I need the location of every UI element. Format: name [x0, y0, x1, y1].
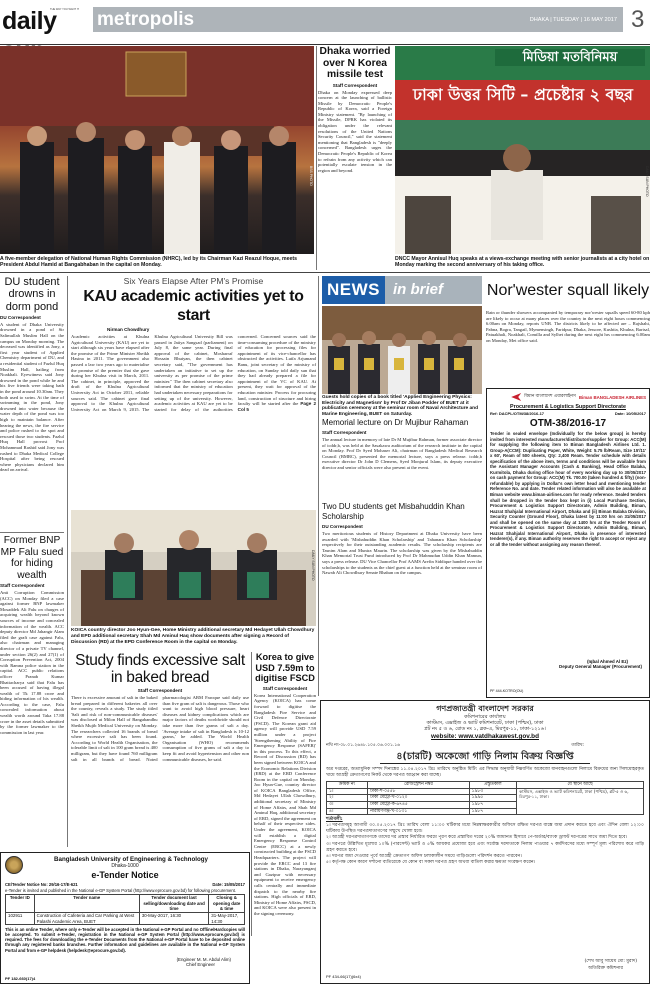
- auction-location: কাস্টমস, এক্সাইজ ও ভ্যাট কমিশনারেট, ঢাকা (পশ্চিম), প্লট-৫ ও ৬, মিরপুর-১১, ঢাকা।: [517, 788, 644, 814]
- story-kau: [71, 276, 316, 508]
- buet-th: Tender ID: [6, 895, 35, 913]
- buet-table: [5, 894, 245, 925]
- memorial-headline: Memorial lecture on Dr Mujibur Rahaman: [322, 418, 469, 427]
- dateline: DHAKA | TUESDAY | 16 MAY 2017: [529, 17, 617, 23]
- story-kau-byline: Nirman Chowdhury: [107, 327, 150, 332]
- koica-photo-credit: DAILY SUN PHOTO: [311, 550, 315, 581]
- koica-photo-scene: [71, 510, 316, 626]
- logo-text: daily: [2, 7, 57, 35]
- auction-term: ৪। দরপত্র জমা দেওয়ার পূর্বে আগ্রহী ক্রেতাগণ অফিস চলাকালীন সময়ে গাড়িগুলো পরিদর্শন করতে পারবেন।: [326, 853, 522, 859]
- tender-buet: [0, 852, 250, 984]
- auction-address2: প্লট নং ৫ ও ৬, রোড নং ১, ব্লক-এ, মিরপুর-১১, ঢাকা-১২১৬।: [424, 726, 546, 733]
- story-falu-headline: Former BNP MP Falu sued for hiding wealth: [0, 535, 64, 581]
- buet-table-header: [6, 895, 245, 913]
- auction-td: ঢাকা মেট্রো-ক-৬৭৪৫: [368, 801, 469, 808]
- auction-office: কমিশনারের কার্যালয়: [464, 714, 506, 720]
- biman-otm: OTM-38/2016-17: [529, 418, 607, 429]
- auction-td: ১।: [327, 788, 368, 795]
- story-korea: [318, 46, 392, 270]
- buet-city: Dhaka-1000: [111, 863, 139, 869]
- story-du: [0, 276, 64, 530]
- buet-signatory: (Engineer M. M. Abdul Alim): [176, 956, 231, 962]
- story-falu: [0, 535, 64, 847]
- auction-memo: নথি নং-০৮.০১.২৬৪৮.১০৫.০৬.০০১.১৬: [326, 743, 400, 749]
- memorial-body: The annual lecture in memory of late Dr M Mujibur Rahman, former associate director of icddr,b, was held at the Sasakawa auditorium of the research institute in the capital on Monday. Prof Dr Syed Mohaser Ali, chairman of Bangladesh Medical Research Council (BMRC), presented the memorial lecture, says a press release. icddr,b executive director Dr John D Clemens, Syed Monjurul Islam, its deputy executive director and senior officials were also present at the event.: [322, 437, 482, 470]
- story-grant-byline: Staff Correspondent: [262, 685, 308, 691]
- story-kau-jump: Page 2 Col 5: [237, 401, 316, 412]
- auction-pid: PF 434-66(17)(6x4): [326, 974, 361, 979]
- buet-logo-icon: [5, 856, 23, 874]
- col-divider: [318, 276, 319, 696]
- section-bar: [93, 7, 623, 32]
- auction-th: রেজিস্ট্রেশন নম্বর: [368, 782, 469, 789]
- news-in-brief-header: [322, 276, 482, 304]
- biman-ref: Ref: DACPL/OTM/38/2016-17: [490, 411, 545, 416]
- masthead-logo: [2, 6, 92, 36]
- koica-photo-caption: KOICA country director Joo Hyun-Gee, Home Ministry additional secretary Md Hedayet Ullah Chowdhury and EPD additional secretary Shah Md Aminul Haq show documents after signing a Record of Discussion (RD) at the EPD Conference Room in the capital on Monday.: [71, 628, 315, 645]
- row-divider-1: [0, 272, 650, 273]
- story-kau-kicker: Six Years Elapse After PM's Promise: [123, 276, 264, 286]
- auction-term: ৫। কর্তৃপক্ষ কোন কারণ দর্শানো ব্যতিরেকে যে কোন বা সকল দরপত্র গ্রহণ অথবা বাতিল করার ক্ষমতা সংরক্ষণ করেন।: [326, 859, 536, 865]
- biman-pid: PF 444-KOTRO(OU): [490, 689, 524, 693]
- buet-signatory-title: Chief Engineer: [185, 961, 215, 967]
- dncc-photo: [395, 46, 650, 254]
- buet-th: Tender document last selling/downloading date and time: [139, 895, 208, 913]
- masthead-divider: [0, 44, 650, 45]
- story-korea-byline: Staff Correspondent: [332, 82, 378, 88]
- auction-th: যে স্থানে আছে: [517, 782, 644, 789]
- buet-td: Construction of Cafeteria and Car Parking at West Palashi Academic Area, BUET: [34, 912, 139, 924]
- auction-term: ১। দরপত্রসমূহ আগামী ৩০.০৫.২০১৭ খ্রিঃ তারিখ বেলা ১১:০০ ঘটিকার মধ্যে নিম্নস্বাক্ষরকারীর অফিসে রক্ষিত দরপত্র বাক্সে জমা প্রদান করতে হবে এবং ঐদিন বেলা ১২:০০ ঘটিকায় উপস্থিত দরপত্রদাতাগণের সম্মুখে খোলা হবে।: [326, 823, 644, 835]
- masthead: [0, 0, 650, 44]
- auction-td: ২।: [327, 795, 368, 802]
- biman-signatory: (Iqbal Ahmed Al Ez): [587, 659, 628, 664]
- table-row: [6, 912, 245, 924]
- buet-title: e-Tender Notice: [91, 870, 159, 880]
- auction-intro: অত্র দপ্তরের, অত্যাধুনিক সম্পদ দিনাঙ্কের ১১.০৪.২০১৭ খ্রিঃ তারিখে অনুষ্ঠিত মিটিং এর সিদ্ধান্ত অনুযায়ী নিম্নবর্ণিত অকেজো যানবাহনগুলো নিলামে বিক্রয়ের জন্য সিলমোহরকৃত খামে আগ্রহী ক্রেতাগণের নিকট থেকে দরপত্র আহ্বান করা যাচ্ছে।: [326, 767, 644, 779]
- story-falu-byline: Staff Correspondent: [0, 583, 45, 588]
- nhrc-photo-caption: A five-member delegation of National Human Rights Commission (NHRC), led by its Chairman Kazi Reazul Hoque, meets President Abdul Hamid at Bangabhaban in the capital on Monday.: [0, 256, 297, 269]
- story-grant: [254, 652, 316, 936]
- auction-terms: [326, 823, 644, 903]
- dncc-photo-caption: DNCC Mayor Annisul Huq speaks at a views-exchange meeting with senior journalists at a city hotel on Monday marking the second anniversary of his taking office.: [395, 256, 650, 269]
- logo-tagline: THE WAY YOU WANT IT: [50, 8, 80, 11]
- buet-td: 31-May-2017, 14:30: [209, 912, 245, 924]
- dncc-photo-credit: DAILY SUN PHOTO: [645, 166, 649, 197]
- biman-logo-icon: [511, 393, 521, 401]
- auction-title: ৪(চারটি) অকেজো গাড়ি নিলাম বিক্রয় বিজ্ঞপ্তি: [380, 751, 590, 764]
- story-salt: [71, 652, 249, 798]
- auction-gov: গণপ্রজাতন্ত্রী বাংলাদেশ সরকার: [436, 704, 534, 713]
- auction-term: ২। আগ্রহী দরপত্রদাতাগণকে তাদের দর প্রস্তাব নির্ধারিত ফরমে পূরণ করে প্রস্তাবিত দরের ২০% জামানত হিসাবে পে-অর্ডার/ব্যাংক ড্রাফট দরপত্রের সাথে জমা দিতে হবে।: [326, 835, 628, 841]
- auction-memo-row: [326, 743, 644, 749]
- buet-pid: PF 182-660(17)4: [5, 976, 36, 981]
- story-kau-body: [71, 334, 316, 516]
- brief-item-memorial: [322, 418, 482, 500]
- nhrc-photo: [0, 46, 314, 254]
- tender-auction: [320, 700, 650, 984]
- story-salt-byline: Staff Correspondent: [137, 688, 183, 693]
- scholarship-headline: Two DU students get Misbahuddin Khan Scholarship: [322, 502, 465, 521]
- buet-ref: CE/Tender Notice No: 29/16-17/E-621: [5, 882, 78, 887]
- buet-td: 102911: [6, 912, 35, 924]
- table-row: [327, 788, 644, 795]
- biman-body: Tender in sealed envelope (Individually for the below group) is hereby invited from interested manufacturer/distributor/supplier for Group: ACC(M) for supplying the following item to Biman Bangladesh Airlines Ltd. 1. Group-A(CCM): Duplicating Paper, White, Weight: 5.75 lb/Ream, Size 15'/11' x 60', Ream of 500 sheets, Qty: 2,400 Ream. Tender schedule with details specification of the above item, terms and conditions will be available from the Assistant Manager Accounts (Cash & Banking), Head Office Balaka, Kurmitola, Dhaka during office hour of every working day up to 30/05/2017 on cash payment for Group: ACC(M) Tk. 700.00 (taken hundred & fifty) (non-refundable) by applying in Dollar's own letter head and mentioning tender Reference No. and date. Tender related information will also be available at Biman website www.biman-airlines.com for ready reference. Sealed tenders shall be dropped in the tender box kept in (i) Local Purchase Section, Procurement & Logistics Support Directorate, Admin Building, Biman, Hazrat Shahjalal International Airport, Dhaka and (ii) Biman Balaka Division, Security Counter (Ground Floor), Dhaka latest by 11:00 hrs on 31/05/2017 and shall be opened on the same day at 1400 hrs at the Tender Room of Procurement & Logistics Support Directorate, Admin Building, Biman, Hazrat Shahjalal International Airport, Dhaka in presence of interested tenderer(s), if any. Biman authority reserves the right to accept or reject any or all the tender without assigning any reason thereof.: [490, 431, 646, 547]
- story-korea-headline: Dhaka worried over N Korea missile test: [319, 46, 391, 80]
- story-salt-headline: Study finds excessive salt in baked bread: [75, 652, 245, 686]
- book-launch-scene: [322, 306, 482, 394]
- story-du-body: A student of Dhaka University drowned in a pond of Sir Salimullah Muslim Hall on the campus on Monday morning. The deceased was identified as Jony, a first year student of Applied Chemistry department of DU, and a residential student of Fazlul Huq Muslim Hall, hailing from Noakhali. Eyewitness said Jony drowned in the pond while he and his five friends were taking bath in the pond around 10.30am. They both used to swim. At the time of swimming in the pond, Jony drowned into water because the water depth of the pond was too high to maintain balance. After hearing the news, the fire service and police rushed to the spot and rescued those two students. Fazlul Huq Hall provost Prof Mohammad Rashid said Jony was rushed to Dhaka Medical College Hospital after being rescued where physicians declared him dead on arrival.: [0, 321, 64, 473]
- nhrc-photo-figures: [0, 46, 314, 254]
- buet-intro: e-Tender is invited and published in the National e-GP System Portal (http://www.eprocure.gov.bd) for following procurement.: [5, 888, 236, 893]
- news-label: NEWS: [322, 276, 385, 304]
- dncc-banner-top: মিডিয়া মতবিনিময়: [495, 49, 645, 66]
- auction-signatory: (শেখ আবু সায়েম মো: মুরাদ): [584, 958, 637, 964]
- dncc-photo-scene: [395, 46, 650, 254]
- biman-dept: Procurement & Logistics Support Directorate: [510, 404, 626, 410]
- norwester-headline: Nor'wester squall likely: [486, 282, 650, 299]
- nhrc-photo-credit: BSS PHOTO: [309, 166, 313, 186]
- page-number: 3: [631, 6, 645, 33]
- buet-th: Tender name: [34, 895, 139, 913]
- biman-ref-row: [490, 411, 646, 416]
- auction-signatory-title: অতিরিক্ত কমিশনার: [588, 965, 623, 971]
- col-divider: [0, 532, 64, 533]
- buet-td: 30-May-2017, 16:30: [139, 912, 208, 924]
- auction-td: ৪।: [327, 808, 368, 815]
- buet-th: Closing & opening date & time: [209, 895, 245, 913]
- auction-td: ১৯৮৭: [469, 801, 517, 808]
- biman-header: [490, 391, 646, 403]
- biman-brand-bn: বিমান বাংলাদেশ এয়ারলাইনস: [524, 393, 576, 399]
- memorial-byline: Staff Correspondent: [322, 430, 367, 435]
- biman-signatory-title: Deputy General Manager (Procurement): [559, 664, 642, 669]
- auction-td: ১৯৮৩: [469, 788, 517, 795]
- auction-td: ঢাকা মেট্রো-খ-০১২০: [368, 795, 469, 802]
- auction-td: ৩।: [327, 801, 368, 808]
- story-du-headline: DU student drowns in dorm pond: [4, 276, 60, 313]
- brief-item-scholarship: [322, 502, 482, 694]
- col-divider: [251, 652, 252, 936]
- auction-td: নারায়ণগঞ্জ-খ-০১৩১: [368, 808, 469, 815]
- auction-td: ১৯৯৫: [469, 795, 517, 802]
- story-salt-body: There is excessive amount of salt in the baked bread prepared in different bakeries all over the country, reveals a study. The study titled 'Salt and risk of non-communicable diseases' was disclosed at Milon Hall of Bangabandhu Sheikh Mujib Medical University on Monday. The researchers collected 16 brands of bread where excessive salt has been found. According to World Health Organisation, the tolerable limit of salt in 100 gram bread is 400 milligram, but they have found 760 milligram salt in all brands of bread. Noted pharmacologist ABM Faroque said daily use than five gram of salt is dangerous. Those who want to avoid high blood pressure, heart diseases and kidney complications which are major factors of deaths worldwide should not take more than five grams of salt a day. 'Average intake of salt in Bangladesh is 10-12 grams,' he added. The World Health Organisation (WHO) recommends consumption of five grams of salt a day to keep fit and avoid hypertension and other non communicable diseases, he said.: [71, 695, 249, 762]
- story-korea-body: Dhaka on Monday expressed deep concern at the launching of ballistic Missile by Democratic People's Republic of Korea, said a Foreign Ministry statement. "By launching of the Missile, DPRK has violated its obligation under the relevant resolutions of the United Nations Security Council," said the statement mentioning that Bangladesh is "deeply concerned". Bangladesh urges the Democratic People's Republic of Korea to refrain from any activity which can potentially escalate tension in the region and beyond.: [318, 89, 392, 173]
- buet-org: Bangladesh University of Engineering & Technology: [54, 856, 208, 863]
- auction-table-header: [327, 782, 644, 789]
- book-launch-photo: [322, 306, 482, 394]
- biman-date: Date: 10/05/2017: [614, 411, 646, 416]
- buet-note: This is an online Tender, where only e-Tender will be accepted in the National e-GP Portal and no Offline/Hardcopies will be accepted. To submit e-Tender, registration in the National e-GP System Portal (http://www.eprocure.gov.bd) is required. The fees for downloading the e-Tender Documents from the National e-GP Portal have to be deposited online through any registered banks branches. Further information and guidelines are available in the National e-GP System Portal and from e-GP helpdesk (helpdesk@eprocure.gov.bd).: [5, 927, 245, 953]
- story-falu-body: Anti Corruption Commission (ACC) on Monday filed a case against former BNP lawmaker Mosaddek Ali Falu on charges of acquiring wealth beyond known sources of income and concealed information of the wealth. ACC deputy director Md Jahangir Alam filed the graft case against Falu, also chairman and managing director of a private TV channel, under section 26(2) and 27(1) of Corruption Prevention Act, 2004 with Ramna police station in the capital. ACC public relations officer Pranab Kumar Bhattacharya said that Falu has been accused of having illegal wealth of Tk 17.88 crore and hiding information of his wealth. According to the case, Falu concealed information about wealth worth around Taka 17.88 crore in the asset details submitted by the former lawmaker to the commission in last year.: [0, 590, 64, 735]
- scholarship-byline: DU Correspondent: [322, 524, 363, 529]
- story-du-byline: DU Correspondent: [0, 314, 41, 320]
- auction-td: ঢাকা-শ-০৫৫৮: [368, 788, 469, 795]
- story-kau-text: Academic activities at Khulna Agricultural University (KAU) are yet to start although six years have elapsed after the promise of the Prime Minister Sheikh Hasina in 2011. The government also passed a law two years ago to materialise the promise of the premier that she gave during her Khulna visit in March, 2011. The cabinet, in principle, approved the draft of the Khulna Agricultural University Act in October 2011, reliable sources said. The cabinet gave final approval to the Khulna Agricultural University Act on March 9, 2015. The Khulna Agricultural University Bill was passed in Jatiya Sangsad (parliament) on July 8, the same year. During final approval of the cabinet, Mosharraf Hossain Bhuiyan, the then cabinet secretary said, "The government has undertaken an initiative to set up the university as per promise of the prime minister." The then cabinet secretary also informed that the ministry of education had undertaken necessary preparations for setting up of the university. However, academic activities at KAU are yet to be started for delay of the authorities concerned. Concerned sources said the time-consuming procedure of the ministry of education for processing files for appointment of its vice-chancellor has obstructed the activities. Lutfa Arjumand Banu, joint secretary of the ministry of education, on Sunday told daily sun that they had already prepared a file for appointment of the VC of KAU. At present, they wait for approval of the education minister. Process for procuring land, construction of structure and hiring faculty will be started after the: [71, 334, 316, 412]
- auction-th: প্রস্তুতকাল: [469, 782, 517, 789]
- section-title: metropolis: [97, 9, 195, 30]
- brief-label: in brief: [385, 276, 482, 304]
- buet-date: Date: 15/05/2017: [212, 882, 245, 887]
- auction-website: website: www.vatdhakawest.gov.bd: [431, 733, 539, 741]
- scholarship-body: Two meritorious students of History Department at Dhaka University have been awarded with 'Misbahuddin Khan Scholarship' and 'Jahanara Khan Scholarship' respectively for their outstanding academic results. The scholarship recipients are Tasnim Alam and Munira Maurin. The scholarship was given by the Misbahuddin Khan Memorial Trust Fund introduced by Prof Dr Mahmudun Uddin Khan Mamun, says a press release. DU Vice Chancellor Prof AAMS Arefin Siddique handed over the scholarships to the students as the chief guest at a function held at the seminar room of Nawab Ali Chowdhury Senate Bhaban on the campus.: [322, 531, 482, 576]
- norwester-body: Rain or thunder showers accompanied by temporary nor'wester squalls speed 60-80 kph are likely to occur at many places over the country in the next eight hours commencing 6.00am on Monday, reports UNB. The districts likely to be affected are – Rajshahi, Pabna, Bogra, Tangail, Mymensingh, Faridpur, Dhaka, Jessore, Kushtia, Khulna, Barisal, Patuakhali, Noakhali, Comilla and Sylhet during the next eight hrs commencing 6.00am on Monday, Met office said.: [486, 310, 650, 343]
- tender-biman: [486, 388, 650, 698]
- auction-table: [326, 781, 644, 815]
- biman-brand-en: Biman BANGLADESH AIRLINES: [578, 394, 646, 400]
- auction-date: তারিখ:: [571, 743, 584, 749]
- auction-terms-title: শর্তাবলী:: [326, 817, 343, 823]
- auction-td: ১৯৮৭: [469, 808, 517, 815]
- story-grant-headline: Korea to give USD 7.59m to digitise FSCD: [255, 652, 315, 684]
- story-norwester: [486, 276, 650, 386]
- dncc-banner-bottom: ঢাকা উত্তর সিটি – প্রচেষ্টার ২ বছর: [413, 85, 633, 104]
- auction-th: ক্রমিক নং: [327, 782, 368, 789]
- book-launch-caption: Guests hold copies of a book titled 'Applied Engineering Physics: Electricity and Magnetism' by Prof Dr Jiban Podder of BUET at it publication ceremony at the seminar room of Naval Architecture and Marine Engineering, BUET on Saturday.: [322, 395, 479, 418]
- col-divider: [316, 46, 317, 270]
- story-grant-body: Korea International Cooperation Agency (KOICA) has come forward to digitise the Bangladesh Fire Service and Civil Defence Directorate (FSCD). The Korean grant aid agency will provide USD 7.59 million under a project 'Strengthening Ability of Fire Emergency Response (SAFER)' in this process. To this effect, a Record of Discussion (RD) has been signed between KOICA and the Economic Relations Division (ERD) at the ERD Conference Room in the capital on Monday. Joo Hyun-Gue, country director of KOICA Bangladesh Office, Md Hedayet Ullah Chowdhury, additional secretary of Ministry of Home Affairs, and Shah Md Aminul Haq, additional secretary of ERD, signed the agreement on behalf of their respective sides. Under the agreement, KOICA will establish a digital Emergency Response Control Centre (ERCC) at a newly constructed building at the FSCD Headquarters. The project will provide the ERCC and 13 fire stations in Dhaka, Narayanganj and Gazipur with necessary equipment to receive emergency calls centrally and immediate dispatch to the nearby fire stations. High officials of ERD, Ministry of Home Affairs, FSCD, and KOICA were also present in the signing ceremony.: [254, 692, 316, 916]
- auction-term: ৩। দরপত্রে উল্লিখিত মূল্যের ১০% (পারসেন্ট) ভ্যাট ও ৫% আয়কর প্রযোজ্য হবে এবং সর্বোচ্চ দরদাতাকে নিলাম পাওয়ার ৭ কর্মদিবসের মধ্যে সম্পূর্ণ মূল্য পরিশোধ করে গাড়ি গ্রহণ করতে হবে।: [326, 841, 644, 853]
- story-kau-headline: KAU academic activities yet to start: [83, 288, 304, 324]
- col-divider: [67, 276, 68, 847]
- koica-photo: [71, 510, 316, 626]
- auction-address: কাস্টমস, এক্সাইজ ও ভ্যাট কমিশনারেট, ঢাকা (পশ্চিম), ঢাকা: [426, 720, 544, 727]
- buet-ref-row: [5, 882, 245, 887]
